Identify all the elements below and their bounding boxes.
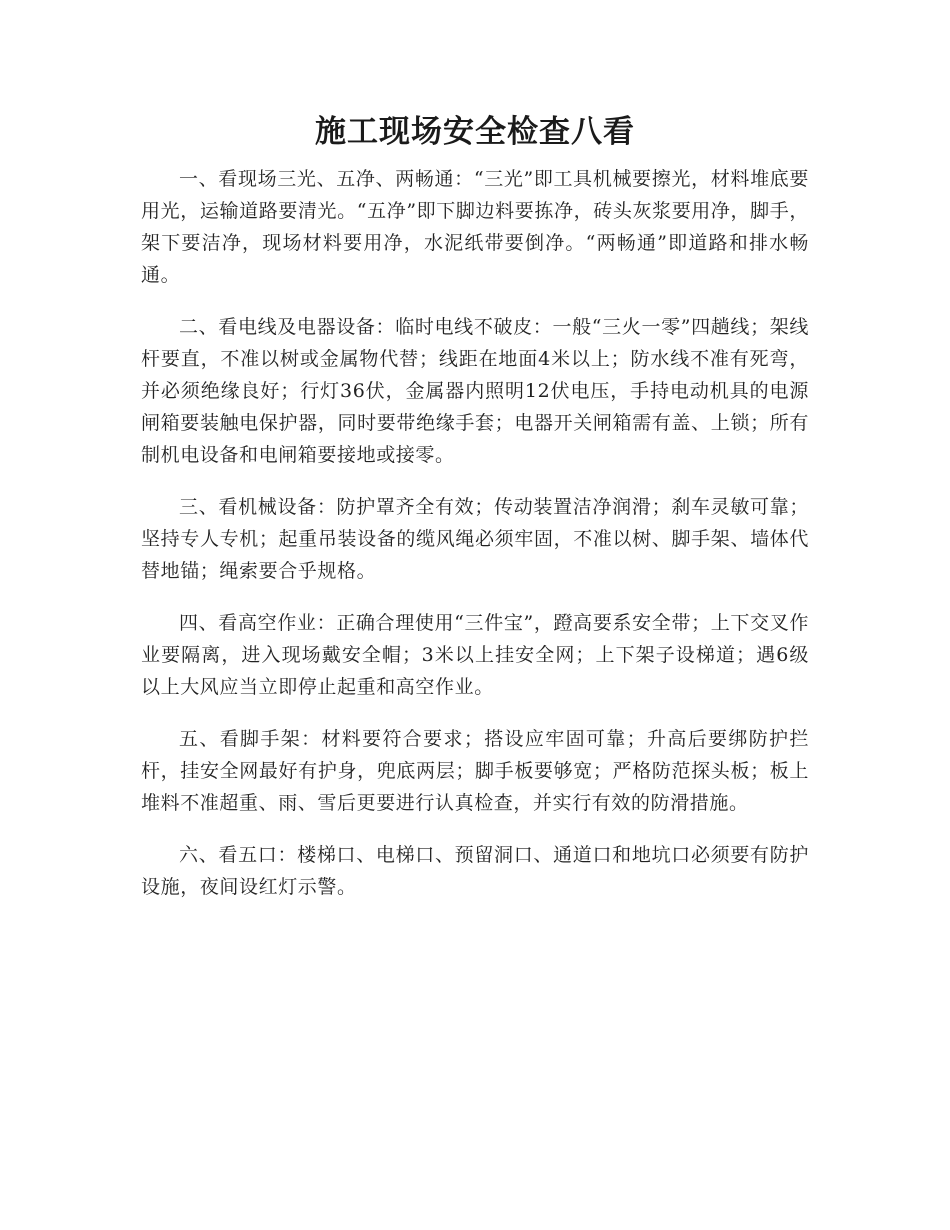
paragraph-3: 三、看机械设备：防护罩齐全有效；传动装置洁净润滑；刹车灵敏可靠；坚持专人专机；起重吊装设备的缆风绳必须牢固，不准以树、脚手架、墙体代替地锚；绳索要合乎规格。 <box>141 496 809 582</box>
paragraph-1: 一、看现场三光、五净、两畅通：“三光”即工具机械要擦光，材料堆底要用光，运输道路要清光。“五净”即下脚边料要拣净，砖头灰浆要用净，脚手，架下要洁净，现场材料要用净，水泥纸带要倒净。“两畅通”即道路和排水畅通。 <box>141 168 809 286</box>
paragraph-5: 五、看脚手架：材料要符合要求；搭设应牢固可靠；升高后要绑防护拦杆，挂安全网最好有护身，兜底两层；脚手板要够宽；严格防范探头板；板上堆料不准超重、雨、雪后更要进行认真检查，并实行有效的防滑措施。 <box>141 728 809 814</box>
document-title: 施工现场安全检查八看 <box>315 114 635 150</box>
paragraph-2: 二、看电线及电器设备：临时电线不破皮：一般“三火一零”四趟线；架线杆要直，不准以树或金属物代替；线距在地面4米以上；防水线不准有死弯，并必须绝缘良好；行灯36伏，金属器内照明12伏电压，手持电动机具的电源闸箱要装触电保护器，同时要带绝缘手套；电器开关闸箱需有盖、上锁；所有制机电设备和电闸箱要接地或接零。 <box>141 316 809 466</box>
paragraph-4: 四、看高空作业：正确合理使用“三件宝”，蹬高要系安全带；上下交叉作业要隔离，进入现场戴安全帽；3米以上挂安全网；上下架子设梯道；遇6级以上大风应当立即停止起重和高空作业。 <box>141 612 809 698</box>
document-body <box>141 163 809 923</box>
paragraph-6: 六、看五口：楼梯口、电梯口、预留洞口、通道口和地坑口必须要有防护设施，夜间设红灯示警。 <box>141 844 809 898</box>
